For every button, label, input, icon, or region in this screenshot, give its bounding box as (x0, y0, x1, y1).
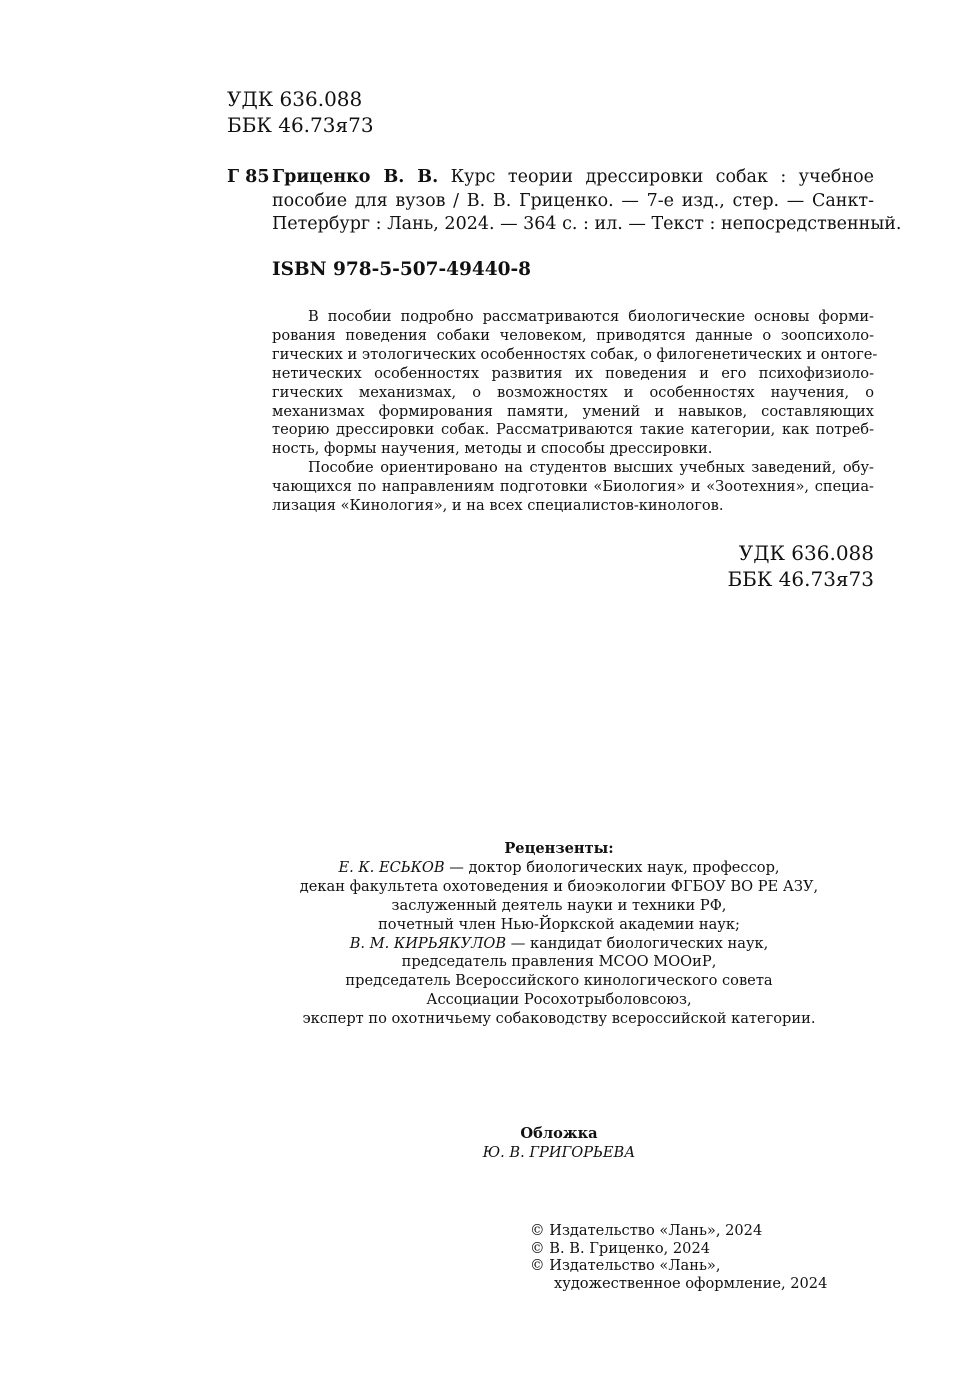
abstract-line: механизмах формирования памяти, умений и навыков, составляющих (272, 402, 874, 420)
bbk-code: ББК 46.73я73 (227, 113, 374, 137)
cover-heading: Обложка (520, 1125, 598, 1142)
copyright-line: художественное оформление, 2024 (554, 1274, 828, 1292)
reviewers-block (272, 840, 874, 1029)
abstract (272, 308, 878, 516)
biblio-line-3: Петербург : Лань, 2024. — 364 с. : ил. — Текст : непосредственный. (272, 214, 902, 234)
udk-bbk-top (227, 86, 374, 138)
abstract-line: теорию дрессировки собак. Рассматриваются такие категории, как потреб- (272, 421, 874, 439)
biblio-line-2: пособие для вузов / В. В. Гриценко. — 7-е изд., стер. — Санкт- (272, 190, 874, 211)
reviewer-1-line-2: декан факультета охотоведения и биоэкологии ФГБОУ ВО РЕ АЗУ, (299, 877, 819, 895)
copyright-line: © Издательство «Лань», (530, 1257, 721, 1275)
reviewer-1-line-3: заслуженный деятель науки и техники РФ, (391, 896, 727, 914)
abstract-line: чающихся по направлениям подготовки «Биология» и «Зоотехния», специа- (272, 478, 874, 496)
author-name: Гриценко В. В. (272, 167, 439, 187)
cover-credit (272, 1124, 874, 1162)
reviewer-1-line-4: почетный член Нью-Йоркской академии наук; (378, 915, 740, 933)
title-text: Курс теории дрессировки собак : учебное (438, 167, 874, 187)
abstract-line: рования поведения собаки человеком, приводятся данные о зоопсихоло- (272, 326, 874, 344)
reviewer-2-title: — кандидат биологических наук, (506, 934, 769, 952)
copyright-line: © Издательство «Лань», 2024 (530, 1222, 763, 1239)
copyright-block (530, 1222, 827, 1292)
abstract-line: гических механизмах, о возможностях и особенностях научения, о (272, 383, 874, 401)
reviewers-heading: Рецензенты: (504, 840, 614, 857)
bbk-code: ББК 46.73я73 (727, 567, 874, 591)
abstract-line: гических и этологических особенностях собак, о филогенетических и онтоге- (272, 345, 878, 363)
cover-artist: Ю. В. ГРИГОРЬЕВА (482, 1144, 636, 1161)
reviewer-2-line-5: эксперт по охотничьему собаководству всероссийской категории. (302, 1010, 816, 1028)
reviewer-1-title: — доктор биологических наук, профессор, (444, 858, 780, 876)
reviewer-2-line-3: председатель Всероссийского кинологического совета (345, 972, 773, 990)
udk-code: УДК 636.088 (738, 541, 874, 565)
abstract-line: нетических особенностях развития их поведения и его психофизиоло- (272, 364, 874, 382)
abstract-line: лизация «Кинология», и на всех специалистов-кинологов. (272, 497, 724, 515)
reviewer-2-line-1 (244, 935, 874, 954)
biblio-line-1 (272, 166, 874, 190)
abstract-line: В пособии подробно рассматриваются биологические основы форми- (308, 308, 874, 325)
reviewer-2-line-2: председатель правления МСОО МООиР, (401, 953, 717, 971)
bibliographic-record (272, 166, 902, 237)
udk-code: УДК 636.088 (227, 87, 363, 111)
isbn: ISBN 978-5-507-49440-8 (272, 259, 532, 280)
udk-bbk-bottom (727, 540, 874, 592)
reviewer-1-line-1 (244, 859, 874, 878)
reviewer-2-line-4: Ассоциации Росохотрыболовсоюз, (426, 991, 692, 1009)
abstract-line: Пособие ориентировано на студентов высших учебных заведений, обу- (308, 459, 874, 477)
abstract-line: ность, формы научения, методы и способы дрессировки. (272, 440, 713, 458)
reviewer-1-name: Е. К. ЕСЬКОВ (338, 858, 445, 876)
copyright-line: © В. В. Гриценко, 2024 (530, 1239, 711, 1257)
reviewer-2-name: В. М. КИРЬЯКУЛОВ (349, 934, 507, 952)
author-mark: Г 85 (227, 167, 270, 187)
